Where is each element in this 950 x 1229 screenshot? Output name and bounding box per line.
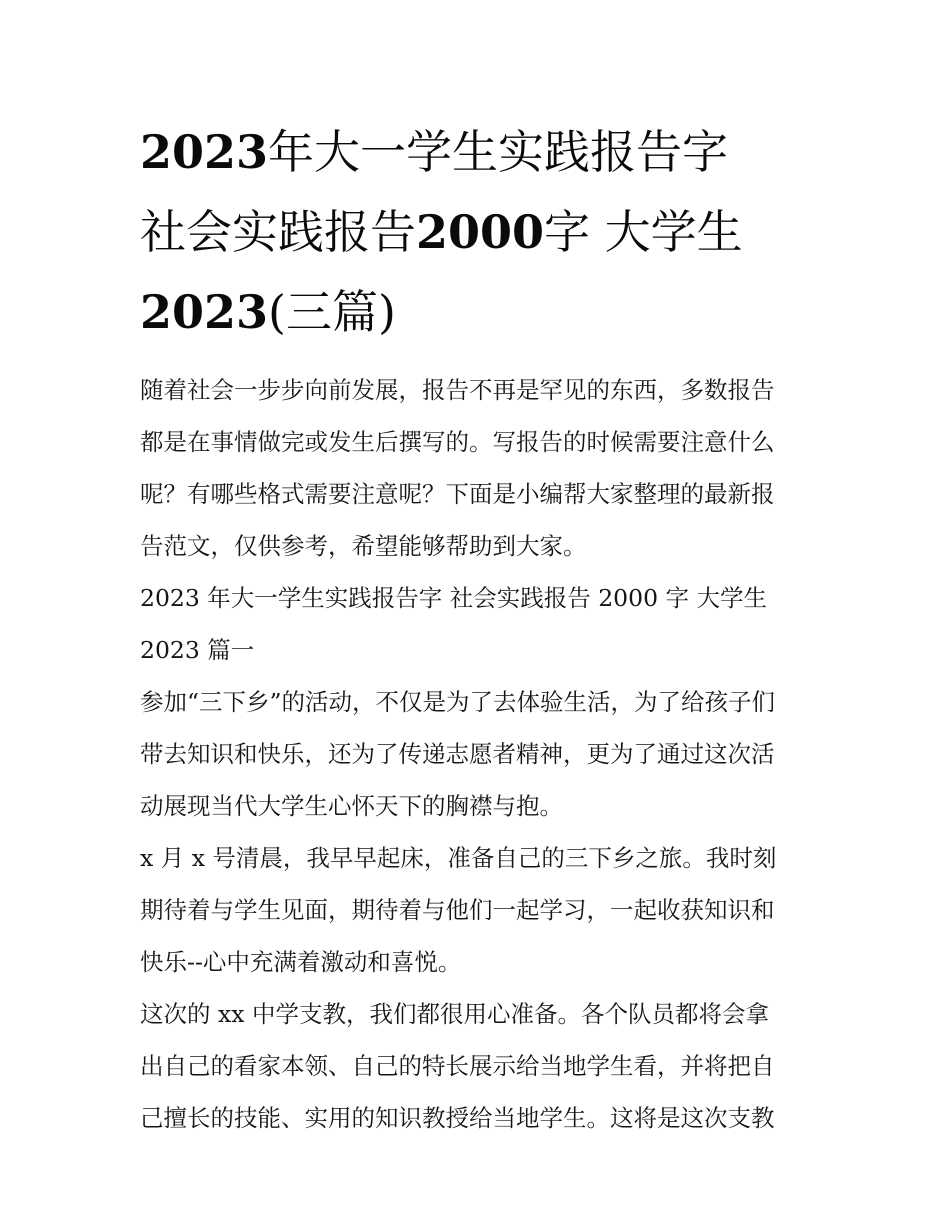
section-heading	[140, 572, 820, 676]
text-line: 参加“三下乡”的活动，不仅是为了去体验生活，为了给孩子们	[140, 688, 776, 716]
document-page	[140, 112, 820, 1144]
text-line: 己擅长的技能、实用的知识教授给当地学生。这将是这次支教	[140, 1104, 775, 1132]
title-line: 社会实践报告2000字 大学生	[140, 205, 743, 259]
text-line: 出自己的看家本领、自己的特长展示给当地学生看，并将把自	[140, 1052, 775, 1080]
document-body	[140, 364, 820, 1144]
text-line: 动展现当代大学生心怀天下的胸襟与抱。	[140, 792, 563, 820]
document-title	[140, 112, 820, 352]
text-line: 呢？有哪些格式需要注意呢？下面是小编帮大家整理的最新报	[140, 480, 775, 508]
text-line: 随着社会一步步向前发展，报告不再是罕见的东西，多数报告	[140, 376, 775, 404]
text-line: 2023 篇一	[140, 636, 255, 664]
text-line: 期待着与学生见面，期待着与他们一起学习，一起收获知识和	[140, 896, 775, 924]
body-paragraph	[140, 676, 820, 832]
body-paragraph	[140, 832, 820, 988]
text-line: 这次的 xx 中学支教，我们都很用心准备。各个队员都将会拿	[140, 1000, 769, 1028]
text-line: 都是在事情做完或发生后撰写的。写报告的时候需要注意什么	[140, 428, 775, 456]
text-line: x 月 x 号清晨，我早早起床，准备自己的三下乡之旅。我时刻	[140, 844, 777, 872]
body-paragraph	[140, 988, 820, 1144]
text-line: 2023 年大一学生实践报告字 社会实践报告 2000 字 大学生	[140, 584, 767, 612]
title-line: 2023年大一学生实践报告字	[140, 125, 729, 179]
text-line: 带去知识和快乐，还为了传递志愿者精神，更为了通过这次活	[140, 740, 775, 768]
intro-paragraph	[140, 364, 820, 572]
title-line: 2023(三篇)	[140, 285, 396, 339]
text-line: 告范文，仅供参考，希望能够帮助到大家。	[140, 532, 587, 560]
text-line: 快乐--心中充满着激动和喜悦。	[140, 948, 462, 976]
